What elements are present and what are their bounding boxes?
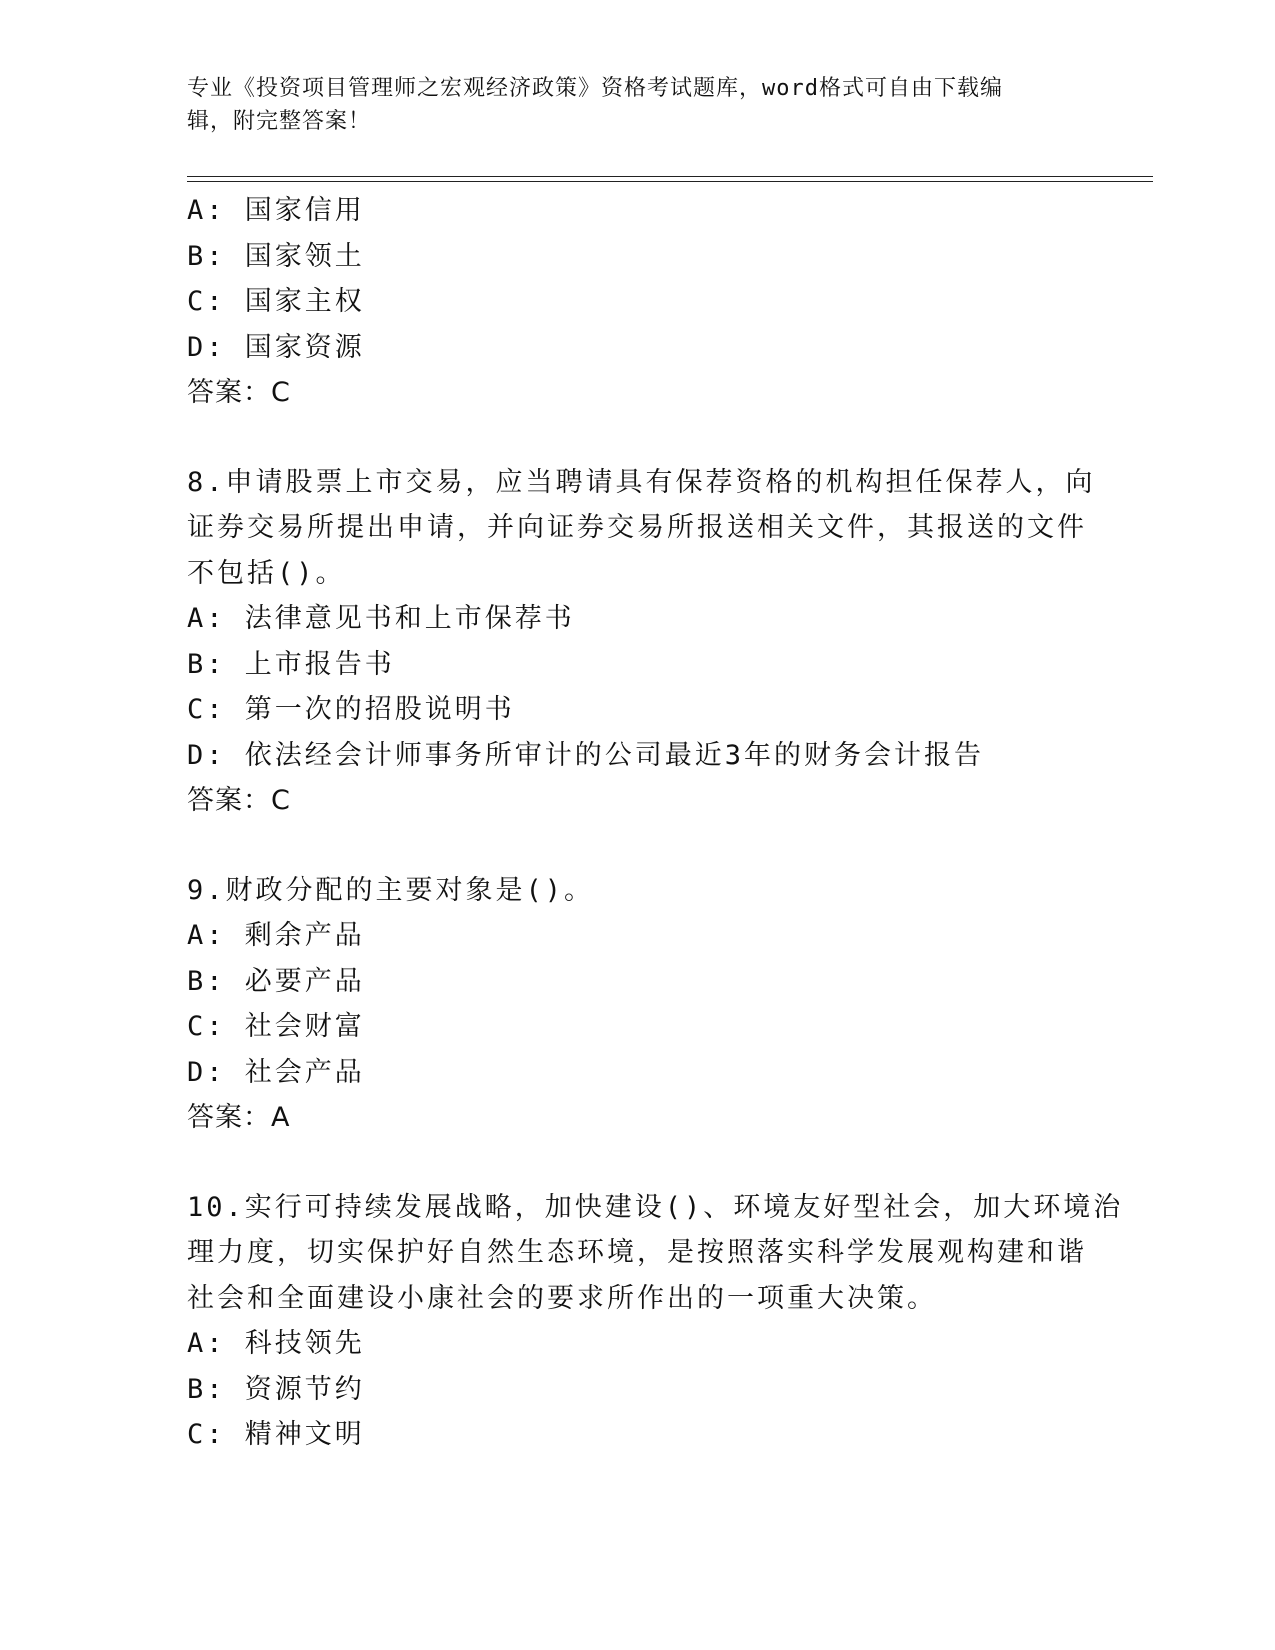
question-text-line: 社会和全面建设小康社会的要求所作出的一项重大决策。 xyxy=(187,1282,937,1314)
option-c: C: 第一次的招股说明书 xyxy=(187,694,515,725)
header-divider-top xyxy=(187,176,1153,177)
option-a: A: 国家信用 xyxy=(187,195,365,226)
option-b: B: 上市报告书 xyxy=(187,648,395,680)
header-line-2: 辑，附完整答案！ xyxy=(187,109,372,134)
option-b: B: 资源节约 xyxy=(187,1373,365,1405)
spacer xyxy=(187,824,1087,868)
option-d: D: 国家资源 xyxy=(187,331,365,363)
spacer xyxy=(187,416,1087,460)
spacer xyxy=(187,1141,1087,1185)
answer: 答案：A xyxy=(187,1102,291,1133)
question-text-line: 8.申请股票上市交易，应当聘请具有保荐资格的机构担任保荐人，向 xyxy=(187,466,1096,498)
header-divider-bottom xyxy=(187,181,1153,182)
question-text-line: 不包括()。 xyxy=(187,557,346,589)
option-b: B: 必要产品 xyxy=(187,965,365,997)
question-text-line: 10.实行可持续发展战略，加快建设()、环境友好型社会，加大环境治 xyxy=(187,1191,1124,1223)
option-c: C: 社会财富 xyxy=(187,1011,365,1042)
question-list xyxy=(187,188,1124,1458)
option-d: D: 社会产品 xyxy=(187,1056,365,1088)
option-b: B: 国家领土 xyxy=(187,240,365,272)
option-c: C: 国家主权 xyxy=(187,286,365,317)
question-8 xyxy=(187,460,1096,824)
option-d: D: 依法经会计师事务所审计的公司最近3年的财务会计报告 xyxy=(187,739,985,771)
header-line-1: 专业《投资项目管理师之宏观经济政策》资格考试题库，word格式可自由下载编 xyxy=(187,76,1003,101)
question-text-line: 证券交易所提出申请，并向证券交易所报送相关文件，其报送的文件 xyxy=(187,512,1087,543)
option-c: C: 精神文明 xyxy=(187,1419,365,1450)
option-a: A: 科技领先 xyxy=(187,1328,365,1359)
question-9 xyxy=(187,868,1087,1141)
answer: 答案：C xyxy=(187,785,291,816)
document-header xyxy=(187,72,1067,138)
answer: 答案：C xyxy=(187,377,291,408)
question-text-line: 9.财政分配的主要对象是()。 xyxy=(187,874,595,906)
question-text-line: 理力度，切实保护好自然生态环境，是按照落实科学发展观构建和谐 xyxy=(187,1237,1087,1268)
option-a: A: 剩余产品 xyxy=(187,920,365,951)
question-7 xyxy=(187,188,1087,416)
question-10 xyxy=(187,1185,1124,1458)
option-a: A: 法律意见书和上市保荐书 xyxy=(187,603,575,634)
